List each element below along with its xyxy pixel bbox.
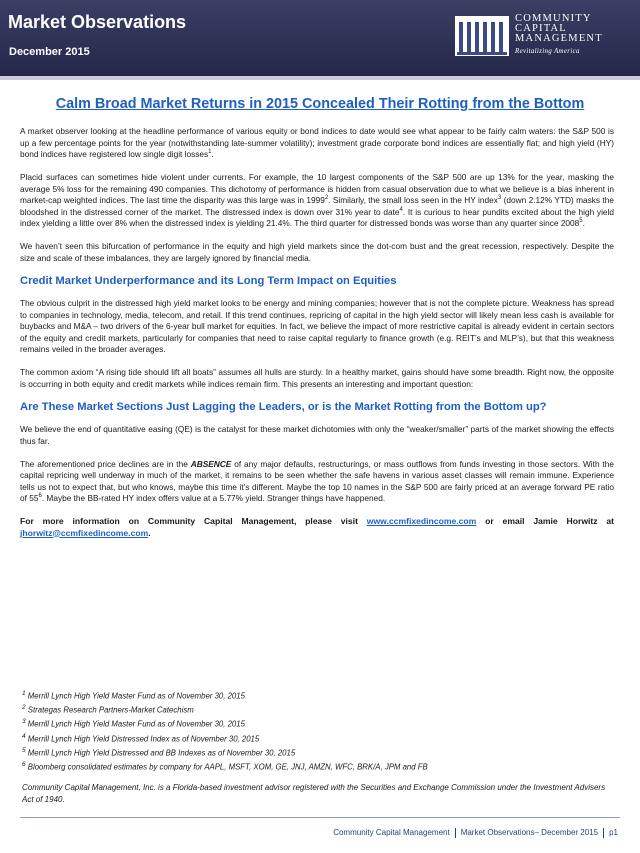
paragraph-2: Placid surfaces can sometimes hide violent under currents. For example, the 10 largest components of the S&P 500 are up 13% for the year, masking the average 5% loss for the remaining 490 companies. This dichotomy of performance is hidden from casual observation due to what we believe is a bias inherent in market-cap weighted indices. The last time the disparity was this large was in 1999$^2$. Similarly, the small loss seen in the HY index$^3$ (down 2.12% YTD) masks the bloodshed in the distressed corner of the market. The distressed index is down over 31% year to date$^4$. It is curious to hear pundits excited about the high yield index yielding a little over 8% when the distressed index is yielding 21.4%. The third quarter for distressed bonds was worse than any quarter since 2008$^5$. (20, 172, 614, 228)
page-footer (333, 828, 618, 838)
section-heading-lagging-leaders: Are These Market Sections Just Lagging the Leaders, or is the Market Rotting from the Bottom up? (20, 400, 547, 413)
regulatory-disclaimer: Community Capital Management, Inc. is a Florida-based investment advisor registered with the Securities and Exchange Commission under the Investment Advisers Act of 1940. (22, 783, 606, 804)
footnotes-list (22, 688, 612, 773)
paragraph-7: The aforementioned price declines are in the ABSENCE of any major defaults, restructurings, or mass outflows from funds investing in those sectors. With the capital repricing well underway in much of the market, it remains to be seen whether the safe havens in various asset classes will remain immune. Experience tells us not to expect that, but who knows, maybe this time it’s different. Maybe the top 10 names in the S&P 500 are fairly priced at an average forward PE ratio of $55^6$. Maybe the BB-rated HY index offers value at a 5.77% yield. Stranger things have happened. (20, 458, 614, 503)
footnote-ref-1: 1 (208, 149, 212, 156)
website-link[interactable]: www.ccmfixedincome.com (366, 516, 477, 526)
footer-company: Community Capital Management (333, 828, 450, 838)
footnote-ref-3: 3 (497, 195, 502, 202)
absence-emphasis: ABSENCE (190, 458, 232, 469)
paragraph-1: A market observer looking at the headline performance of various equity or bond indices to date would see what appear to be fairly calm waters: the S&P 500 is up a few percentage points for the year (notwithstanding late-summer volatility); investment grade corporate bond indices are essentially flat; and high yield (HY) bond indices have registered low single digit losses$^1$. (20, 126, 614, 159)
footnote-item: $^1$ Merrill Lynch High Yield Master Fund as of November 30, 2015 (22, 690, 245, 701)
footer-publication: Market Observations– December 2015 (460, 828, 599, 838)
contact-info: For more information on Community Capital Management, please visit www.ccmfixedincome.com or email Jamie Horwitz at jhorwitz@ccmfixedincome.com. (20, 516, 615, 538)
footer-divider (20, 817, 620, 818)
header-divider (0, 76, 640, 80)
footnote-item: $^6$ Bloomberg consolidated estimates by company for AAPL, MSFT, XOM, GE, JNJ, AMZN, WFC, BRK/A, JPM and FB (22, 760, 428, 772)
footnote-item: $^3$ Merrill Lynch High Yield Master Fund as of November 30, 2015 (22, 718, 245, 729)
paragraph-4: The obvious culprit in the distressed high yield market looks to be energy and mining companies; however that is not the complete picture. Weakness has spread to companies in technology, media, telecom, and retail. If this trend continues, repricing of capital in the high yield sector will likely mean less cash is available for buybacks and M&A – two drivers of the 6-year bull market for equities. In fact, we believe the impact of more restrictive capital is already evident in certain sectors of the equity and credit markets, particularly for companies that need to raise capital regularly to finance growth (e.g. REIT’s and MLP’s), but that this weakness remains veiled in the broader averages. (20, 298, 614, 354)
page-number: p1 (609, 828, 618, 838)
article-headline: Calm Broad Market Returns in 2015 Concealed Their Rotting from the Bottom (55, 96, 585, 112)
logo-tagline: Revitalizing America (515, 47, 580, 55)
logo-line-2: CAPITAL (515, 23, 567, 34)
footnote-item: $^2$ Strategas Research Partners-Market Catechism (22, 704, 194, 715)
footnote-item: $^5$ Merrill Lynch High Yield Distressed and BB Indexes as of November 30, 2015 (22, 746, 296, 758)
publication-date: December 2015 (9, 46, 90, 58)
footnote-ref-4: 4 (399, 206, 403, 213)
footnote-item: $^4$ Merrill Lynch High Yield Distressed Index as of November 30, 2015 (22, 732, 260, 744)
company-logo (455, 14, 635, 64)
logo-line-3: MANAGEMENT (515, 33, 603, 44)
paragraph-6: We believe the end of quantitative easing (QE) is the catalyst for these market dichotomies with only the “weaker/smaller” parts of the market showing the effects thus far. (20, 424, 614, 446)
publication-title: Market Observations (8, 12, 187, 32)
page-header (0, 0, 640, 76)
footnote-ref-6: 6 (38, 493, 42, 500)
footnote-ref-5: 5 (579, 218, 583, 225)
email-link[interactable]: jhorwitz@ccmfixedincome.com (20, 527, 149, 538)
columns-logo-icon (455, 16, 509, 56)
article-body (20, 126, 614, 551)
footnote-ref-2: 2 (324, 195, 329, 202)
paragraph-3: We haven’t seen this bifurcation of performance in the equity and high yield markets since the dot-com bust and the great recession, respectively. Despite the size and scale of these imbalances, they are largely ignored by financial media. (20, 241, 614, 263)
section-heading-credit-market: Credit Market Underperformance and its Long Term Impact on Equities (20, 274, 397, 287)
logo-line-1: COMMUNITY (515, 13, 592, 24)
paragraph-5: The common axiom “A rising tide should lift all boats” assumes all hulls are sturdy. In a healthy market, gains should have some breadth. Right now, the opposite is occurring in both equity and credit markets while indices remain firm. This presents an interesting and important question: (20, 367, 614, 389)
